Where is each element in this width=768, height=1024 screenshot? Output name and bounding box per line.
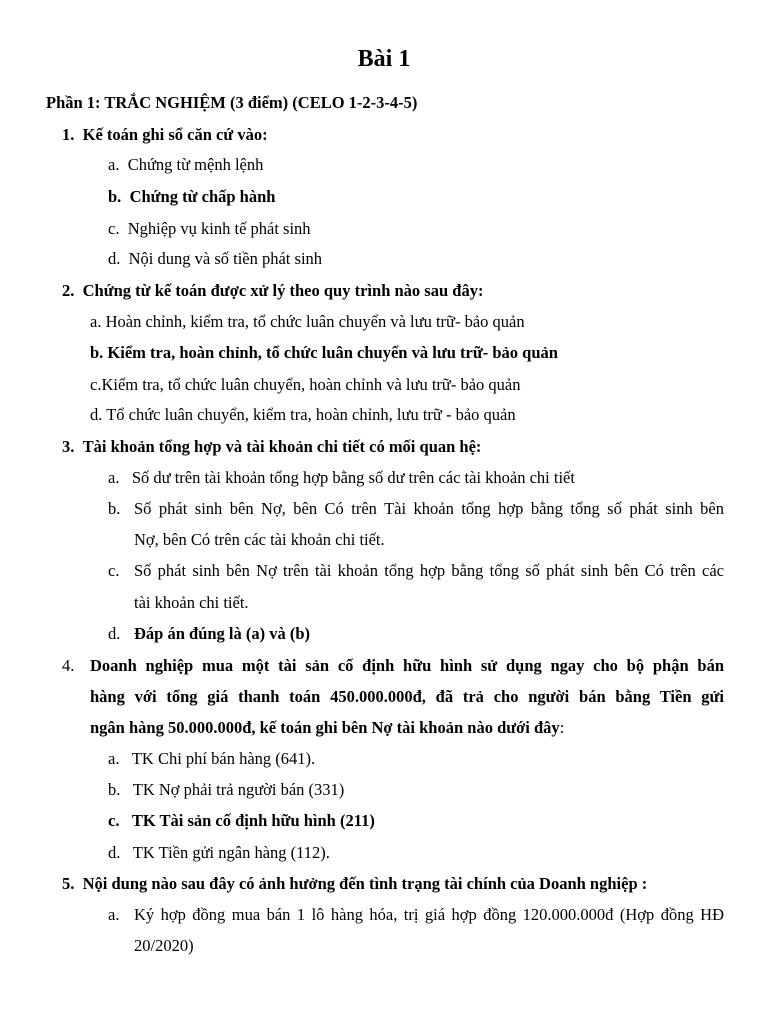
option-2a: a. Hoàn chỉnh, kiểm tra, tổ chức luân chuyển và lưu trữ- bảo quản [90,312,525,331]
option-label: b. [108,187,122,206]
question-number: 5. [62,874,75,893]
option-text: Nghiệp vụ kinh tế phát sinh [127,219,311,238]
question-4-number: 4. [62,656,75,675]
question-5 [62,873,647,895]
option-3c-line-1: Số phát sinh bên Nợ trên tài khoản tổng hợp bằng tổng số phát sinh bên Có trên các [134,561,724,580]
question-4-line-1: Doanh nghiệp mua một tài sản cố định hữu hình sử dụng ngay cho bộ phận bán [90,656,724,675]
option-text: TK Nợ phải trả người bán (331) [132,780,345,799]
option-3b-line-2: Nợ, bên Có trên các tài khoản chi tiết. [134,530,385,549]
option-4c [108,810,375,832]
option-5a-label: a. [108,905,120,924]
option-1c [108,218,311,240]
question-1 [62,124,268,146]
option-4b [108,779,344,801]
option-text: Số dư trên tài khoản tổng hợp bằng số dư trên các tài khoản chi tiết [131,468,575,487]
option-4a [108,748,315,770]
page-title: Bài 1 [357,46,411,72]
question-4-line-3-colon: : [559,718,565,737]
option-text: TK Tài sản cố định hữu hình (211) [131,811,375,830]
question-4-line-3 [90,717,564,739]
question-number: 3. [62,437,75,456]
question-2 [62,280,483,302]
option-label: a. [108,749,120,768]
question-3 [62,436,481,458]
question-text: Kế toán ghi sổ căn cứ vào: [82,125,268,144]
option-3b-label: b. [108,499,121,518]
option-1b [108,186,275,208]
question-4-line-2: hàng với tổng giá thanh toán 450.000.000đ, đã trả cho người bán bằng Tiền gửi [90,687,724,706]
option-label: d. [108,249,121,268]
option-2d: d. Tổ chức luân chuyển, kiểm tra, hoàn chỉnh, lưu trữ - bảo quản [90,405,516,424]
question-4-line-3-text: ngân hàng 50.000.000đ, kế toán ghi bên Nợ tài khoản nào dưới đây [90,718,560,737]
option-text: Nội dung và số tiền phát sinh [128,249,323,268]
option-5a-line-1: Ký hợp đồng mua bán 1 lô hàng hóa, trị giá hợp đồng 120.000.000đ (Hợp đồng HĐ [134,905,724,924]
question-text: Nội dung nào sau đây có ảnh hưởng đến tình trạng tài chính của Doanh nghiệp : [82,874,648,893]
option-3d-text: Đáp án đúng là (a) và (b) [134,624,311,643]
option-3c-label: c. [108,561,120,580]
option-text: TK Tiền gửi ngân hàng (112). [132,843,330,862]
question-text: Chứng từ kế toán được xử lý theo quy trình nào sau đây: [82,281,484,300]
option-1d [108,248,322,270]
option-3d-label: d. [108,624,121,643]
option-label: b. [108,780,121,799]
option-3b-line-1: Số phát sinh bên Nợ, bên Có trên Tài khoản tổng hợp bằng tổng số phát sinh bên [134,499,724,518]
option-text: TK Chi phí bán hàng (641). [131,749,316,768]
option-5a-line-2: 20/2020) [134,936,194,955]
option-2b: b. Kiểm tra, hoàn chỉnh, tổ chức luân chuyển và lưu trữ- bảo quản [90,343,558,362]
option-2c: c.Kiểm tra, tổ chức luân chuyển, hoàn chỉnh và lưu trữ- bảo quản [90,375,521,394]
option-label: a. [108,155,120,174]
question-text: Tài khoản tổng hợp và tài khoản chi tiết có mối quan hệ: [82,437,482,456]
option-1a [108,154,263,176]
option-text: Chứng từ chấp hành [129,187,276,206]
question-number: 2. [62,281,75,300]
option-text: Chứng từ mệnh lệnh [127,155,264,174]
option-label: c. [108,219,120,238]
option-3c-line-2: tài khoản chi tiết. [134,593,249,612]
option-label: d. [108,843,121,862]
section-heading: Phần 1: TRẮC NGHIỆM (3 điểm) (CELO 1-2-3-4-5) [46,93,418,112]
option-label: c. [108,811,120,830]
option-3a [108,467,575,489]
option-label: a. [108,468,120,487]
option-4d [108,842,330,864]
question-number: 1. [62,125,75,144]
